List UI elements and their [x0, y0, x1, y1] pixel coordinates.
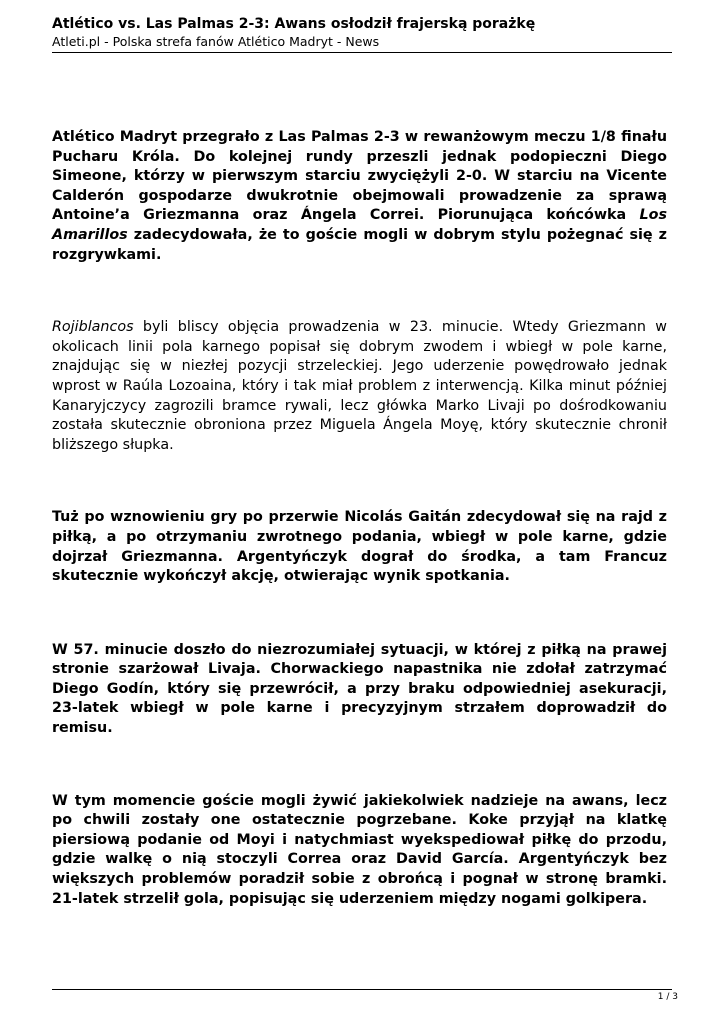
paragraph-first-half [52, 318, 667, 455]
text-run: zadecydowała, że to goście mogli w dobrym stylu pożegnać się z rozgrywkami. [52, 226, 667, 263]
paragraph-intro [52, 128, 667, 265]
italic-term: Los Amarillos [52, 207, 667, 243]
paragraph-equalizer: W 57. minucie doszło do niezrozumiałej sytuacji, w której z piłką na prawej stronie szarżował Livaja. Chorwackiego napastnika nie zdołał zatrzymać Diego Godín, który się przewrócił, a przy braku odpowiedniej asekuracji, 23-latek wbiegł w pole karne i precyzyjnym strzałem doprowadził do remisu. [52, 641, 667, 737]
article-title: Atlético vs. Las Palmas 2-3: Awans osłodził frajerską porażkę [52, 16, 536, 32]
paragraph-opening-goal: Tuż po wznowieniu gry po przerwie Nicolás Gaitán zdecydował się na rajd z piłką, a po otrzymaniu zwrotnego podania, wbiegł w pole karne, gdzie dojrzał Griezmanna. Argentyńczyk dograł do środka, a tam Francuz skutecznie wykończył akcję, otwierając wynik spotkania. [52, 509, 667, 585]
text-run: Atlético Madryt przegrało z Las Palmas 2-3 w rewanżowym meczu 1/8 finału Pucharu Króla. Do kolejnej rundy przeszli jednak podopieczni Diego Simeone, którzy w pierwszym starciu zwyciężyli 2-0. W starciu na Vicente Calderón gospodarze dwukrotnie obejmowali prowadzenie za sprawą Antoine’a Griezmanna oraz Ángela Correi. Piorunująca końcówka [52, 129, 667, 224]
header-divider [52, 52, 672, 53]
text-run: byli bliscy objęcia prowadzenia w 23. minucie. Wtedy Griezmann w okolicach linii pola karnego popisał się dobrym zwodem i wbiegł w pole karne, znajdując się w niezłej pozycji strzeleckiej. Jego uderzenie powędrowało jednak wprost w Raúla Lozoaina, który i tak miał problem z interwencją. Kilka minut później Kanaryjczycy zagrozili bramce rywali, lecz główka Marko Livaji po dośrodkowaniu została skutecznie obroniona przez Miguela Ángela Moyę, który skutecznie chronił bliższego słupka. [52, 319, 667, 453]
site-subtitle: Atleti.pl - Polska strefa fanów Atlético Madryt - News [52, 34, 380, 49]
article-body [52, 128, 667, 909]
page-number: 1 / 3 [657, 992, 678, 1002]
italic-term: Rojiblancos [52, 319, 134, 336]
paragraph-decisive-goal: W tym momencie goście mogli żywić jakiekolwiek nadzieje na awans, lecz po chwili zostały one ostatecznie pogrzebane. Koke przyjął na klatkę piersiową podanie od Moyi i natychmiast wyekspediował piłkę do przodu, gdzie walkę o nią stoczyli Correa oraz David García. Argentyńczyk bez większych problemów poradził sobie z obrońcą i pognał w stronę bramki. 21-latek strzelił gola, popisując się uderzeniem między nogami golkipera. [52, 792, 667, 907]
page-header [52, 15, 672, 50]
footer-divider [52, 989, 672, 990]
